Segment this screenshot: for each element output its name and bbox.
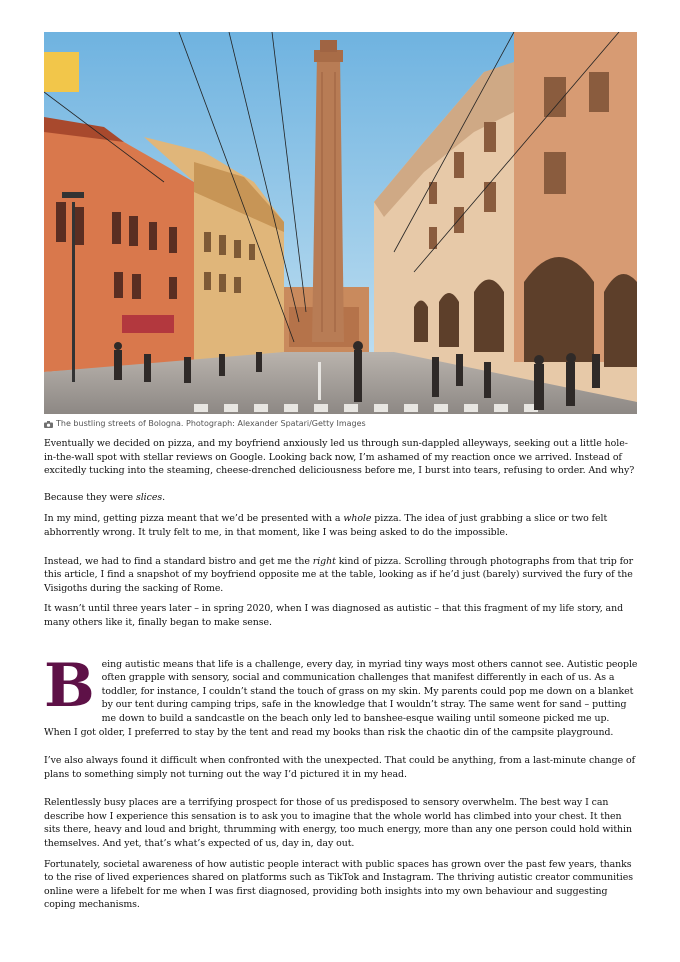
- paragraph: Relentlessly busy places are a terrifying prospect for those of us predisposed to sensory overwhelm. The best way I can describe how I experience this sensation is to ask you to imagine that the whole world has climbed into your chest. It then sits there, heavy and loud and bright, thrumming with energy, too much energy, more than any one person could hold within themselves. And yet, that’s what’s expected of us, day in, day out.: [44, 797, 632, 850]
- image-caption: [44, 418, 638, 429]
- paragraph-text: Instead, we had to find a standard bistro and get me the: [44, 555, 313, 567]
- bologna-street-photo: [44, 32, 637, 414]
- paragraph-text: In my mind, getting pizza meant that we’d be presented with a: [44, 513, 344, 525]
- paragraph-text: kind of pizza. Scrolling through photographs from that trip for this article, I find a snapshot of my boyfriend opposite me at the table, looking as if he’d just (barely) survived the fury of the Visigoths during the sacking of Rome.: [44, 555, 634, 594]
- emphasis-text: slices: [135, 491, 163, 503]
- emphasis-text: whole: [343, 513, 372, 525]
- article-body: [44, 32, 638, 912]
- paragraph-text: .: [162, 491, 166, 503]
- paragraph: Fortunately, societal awareness of how autistic people interact with public spaces has grown over the past few years, thanks to the rise of lived experiences shared on platforms such as TikTok and Instagram. The thriving autistic creator communities online were a lifebelt for me when I was first diagnosed, providing both insights into my own behaviour and suggesting coping mechanisms.: [44, 858, 633, 911]
- dropcap-letter: B: [44, 650, 95, 721]
- paragraph: It wasn’t until three years later – in spring 2020, when I was diagnosed as autistic – that this fragment of my life story, and many others like it, finally began to make sense.: [44, 603, 624, 628]
- paragraph: Eventually we decided on pizza, and my boyfriend anxiously led us through sun-dappled alleyways, seeking out a little hole-in-the-wall spot with stellar reviews on Google. Looking back now, I’m ashamed of my reaction once we arrived. Instead of excitedly tucking into the steaming, cheese-drenched deliciousness before me, I burst into tears, refusing to order. And why?: [44, 438, 635, 477]
- paragraph: [44, 512, 638, 539]
- emphasis-text: right: [312, 555, 336, 567]
- camera-icon: [44, 420, 53, 427]
- paragraph: [44, 491, 638, 505]
- paragraph: [44, 555, 638, 596]
- paragraph-text: eing autistic means that life is a challenge, every day, in myriad tiny ways most others cannot see. Autistic people often grapple with sensory, social and communication challenges that manifest differently in each of us. As a toddler, for instance, I couldn’t stand the touch of grass on my skin. My parents could pop me down on a blanket by our tent during camping trips, safe in the knowledge that I wouldn’t stray. The same went for sand – putting me down to build a sandcastle on the beach only led to banshee-esque wailing until someone picked me up. When I got older, I preferred to stay by the tent and read my books than risk the chaotic din of the campsite playground.: [44, 658, 638, 738]
- paragraph: I’ve also always found it difficult when confronted with the unexpected. That could be anything, from a last-minute change of plans to something simply not turning out the way I’d pictured it in my head.: [44, 755, 636, 780]
- paragraph-dropcap: [44, 650, 638, 740]
- caption-text: The bustling streets of Bologna. Photograph: Alexander Spatari/Getty Images: [56, 419, 366, 428]
- paragraph-text: pizza. The idea of just grabbing a slice or two felt abhorrently wrong. It truly felt to me, in that moment, like I was being asked to do the impossible.: [44, 513, 608, 538]
- paragraph-text: Because they were: [44, 491, 136, 503]
- article-hero-image: [44, 32, 637, 414]
